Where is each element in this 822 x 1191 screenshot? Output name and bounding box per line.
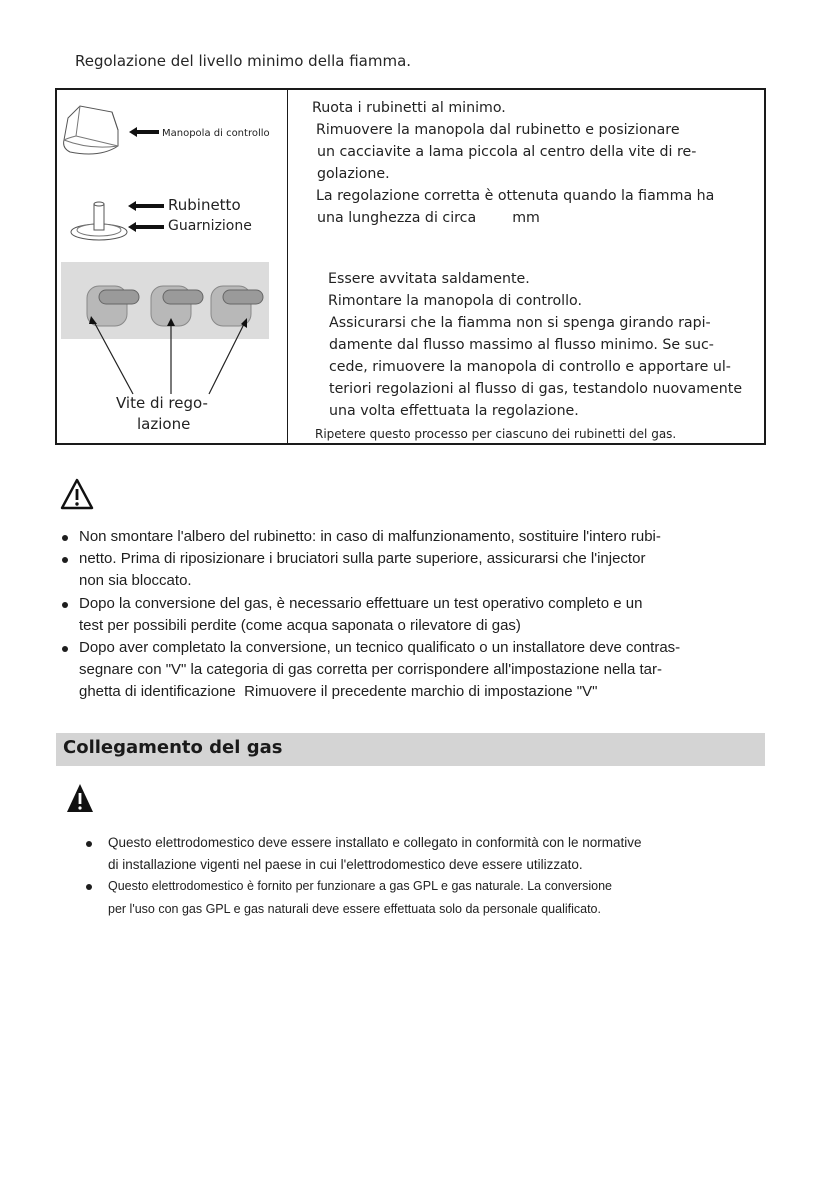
bullet-icon bbox=[62, 602, 68, 608]
arrow-left-icon bbox=[128, 201, 164, 211]
instruction-line: teriori regolazioni al flusso di gas, testandolo nuovamente bbox=[329, 381, 743, 397]
warning-line: Non smontare l'albero del rubinetto: in caso di malfunzionamento, sostituire l'intero rubi- bbox=[79, 528, 661, 545]
warning-line: Dopo la conversione del gas, è necessario effettuare un test operativo completo e un bbox=[79, 595, 643, 612]
tap-gasket-illustration bbox=[68, 198, 130, 242]
bullet-icon bbox=[62, 557, 68, 563]
gas-info-line: per l'uso con gas GPL e gas naturali deve essere effettuata solo da personale qualificato. bbox=[108, 902, 601, 916]
instruction-line: cede, rimuovere la manopola di controllo e apportare ul- bbox=[329, 359, 731, 375]
screw-label-line2: lazione bbox=[137, 415, 191, 433]
bullet-icon bbox=[86, 841, 92, 847]
warning-outline-icon bbox=[60, 478, 94, 510]
instruction-footer: Ripetere questo processo per ciascuno dei rubinetti del gas. bbox=[315, 427, 677, 441]
table-column-divider bbox=[287, 88, 288, 443]
arrow-left-icon bbox=[128, 222, 164, 232]
warning-line: segnare con "V" la categoria di gas corretta per corrispondere all'impostazione nella tar- bbox=[79, 661, 662, 678]
gasket-label: Guarnizione bbox=[168, 218, 252, 234]
warning-line: test per possibili perdite (come acqua saponata o rilevatore di gas) bbox=[79, 617, 521, 634]
instruction-line: La regolazione corretta è ottenuta quando la fiamma ha bbox=[316, 188, 715, 204]
instruction-line: damente dal flusso massimo al flusso minimo. Se suc- bbox=[329, 337, 714, 353]
arrow-left-icon bbox=[129, 127, 159, 137]
gas-info-line: Questo elettrodomestico è fornito per funzionare a gas GPL e gas naturale. La conversione bbox=[108, 879, 613, 893]
warning-filled-icon bbox=[66, 782, 94, 814]
adjustment-screw-illustration bbox=[61, 262, 271, 402]
instruction-line: golazione. bbox=[317, 166, 390, 182]
warning-line: ghetta di identificazione Rimuovere il precedente marchio di impostazione "V" bbox=[79, 683, 598, 700]
screw-label-line1: Vite di rego- bbox=[116, 394, 208, 412]
instruction-line: un cacciavite a lama piccola al centro della vite di re- bbox=[317, 144, 697, 160]
instruction-line: una lunghezza di circa mm bbox=[317, 210, 540, 226]
section-heading: Collegamento del gas bbox=[63, 737, 283, 758]
warning-line: Dopo aver completato la conversione, un tecnico qualificato o un installatore deve contras- bbox=[79, 639, 681, 656]
warning-line: non sia bloccato. bbox=[79, 572, 192, 589]
warning-line: netto. Prima di riposizionare i bruciatori sulla parte superiore, assicurarsi che l'injector bbox=[79, 550, 646, 567]
bullet-icon bbox=[62, 646, 68, 652]
control-knob-illustration bbox=[60, 100, 130, 160]
instruction-line: Rimontare la manopola di controllo. bbox=[328, 293, 582, 309]
knob-label: Manopola di controllo bbox=[162, 128, 270, 139]
instruction-line: Assicurarsi che la fiamma non si spenga girando rapi- bbox=[329, 315, 711, 331]
gas-info-line: Questo elettrodomestico deve essere installato e collegato in conformità con le normative bbox=[108, 835, 642, 850]
bullet-icon bbox=[86, 884, 92, 890]
instruction-line: Ruota i rubinetti al minimo. bbox=[312, 100, 506, 116]
bullet-icon bbox=[62, 535, 68, 541]
section-title: Regolazione del livello minimo della fiamma. bbox=[75, 52, 412, 70]
gas-info-line: di installazione vigenti nel paese in cui l'elettrodomestico deve essere utilizzato. bbox=[108, 857, 583, 872]
instruction-line: Rimuovere la manopola dal rubinetto e posizionare bbox=[316, 122, 680, 138]
tap-label: Rubinetto bbox=[168, 196, 241, 214]
instruction-line: una volta effettuata la regolazione. bbox=[329, 403, 579, 419]
instruction-line: Essere avvitata saldamente. bbox=[328, 271, 530, 287]
